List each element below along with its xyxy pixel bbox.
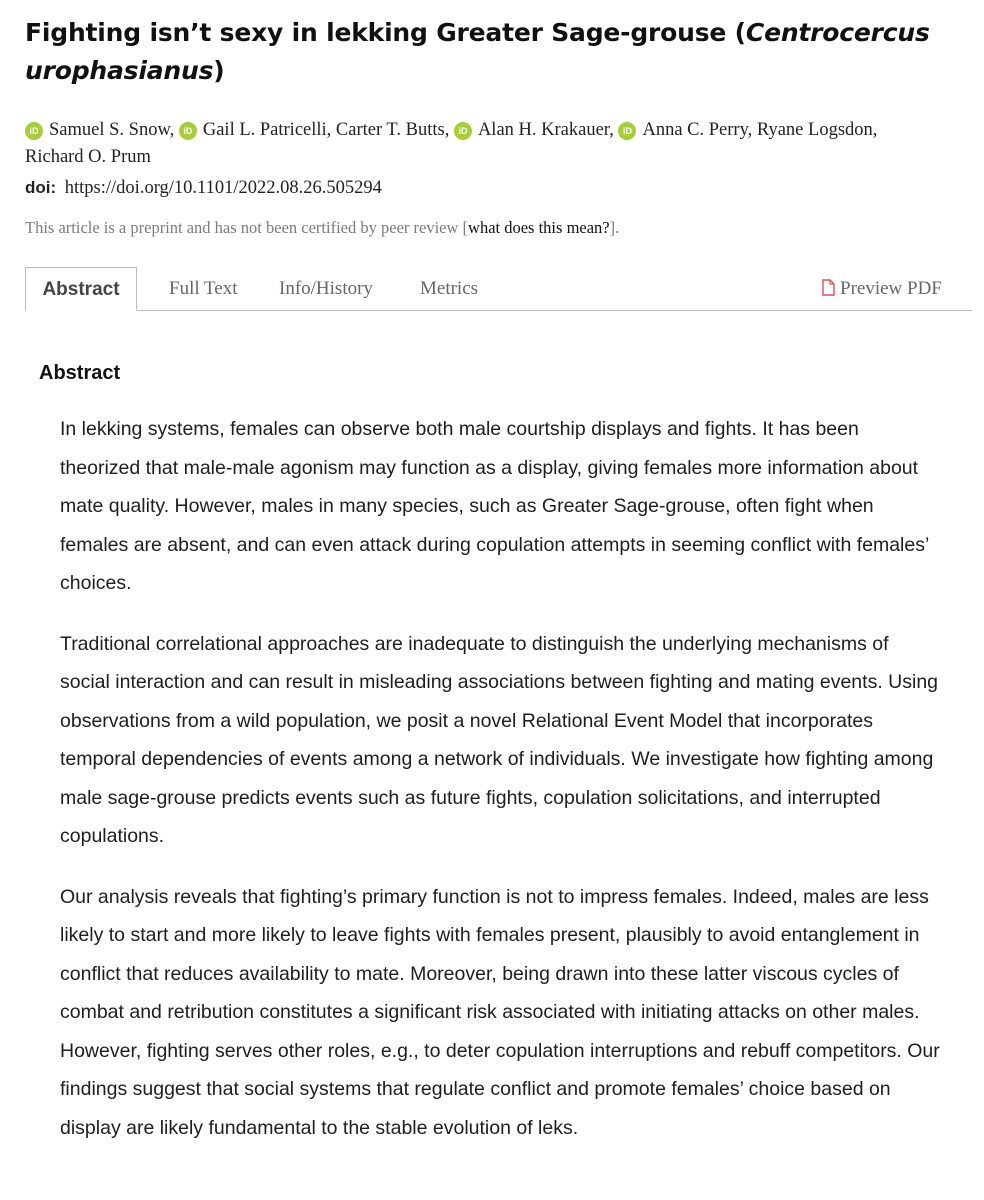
abstract-body: [60, 410, 940, 1169]
author-name-text: Anna C. Perry: [642, 120, 748, 140]
abstract-paragraph: Our analysis reveals that fighting’s primary function is not to impress females. Indeed, males are less likely to start and more likely to leave fights with females present, plausibly to avoid entanglement in conflict that reduces availability to mate. Moreover, being drawn into these latter viscous cycles of combat and retribution constitutes a significant risk associated with initiating attacks on other males. However, fighting serves other roles, e.g., to deter copulation interruptions and rebuff competitors. Our findings suggest that social systems that regulate conflict and promote females’ choice based on display are likely fundamental to the stable evolution of leks.: [60, 885, 940, 1139]
author-name[interactable]: [336, 120, 454, 140]
title-main: Fighting isn’t sexy in lekking Greater Sage-grouse (: [25, 18, 746, 47]
preprint-note-suffix: ].: [609, 218, 620, 237]
author-separator: ,: [444, 120, 454, 140]
author-name-text: Samuel S. Snow: [49, 120, 170, 140]
orcid-icon[interactable]: iD: [618, 122, 636, 140]
author-name-text: Gail L. Patricelli: [202, 120, 327, 140]
article-tabs: [25, 267, 972, 311]
author-name-text: Ryane Logsdon: [756, 120, 873, 140]
doi-line: [25, 178, 382, 199]
author-separator: ,: [169, 120, 179, 140]
orcid-icon[interactable]: iD: [179, 122, 197, 140]
title-species: Centrocercus urophasianus: [25, 18, 930, 85]
tab-abstract[interactable]: Abstract: [25, 267, 137, 311]
author-name-text: Richard O. Prum: [25, 147, 151, 167]
title-close: ): [213, 56, 225, 85]
what-does-this-mean-link[interactable]: what does this mean?: [468, 218, 610, 237]
author-separator: ,: [609, 120, 619, 140]
author-name[interactable]: [454, 120, 619, 140]
author-name[interactable]: [179, 120, 336, 140]
abstract-heading: Abstract: [39, 362, 121, 384]
tab-metrics[interactable]: Metrics: [420, 278, 479, 299]
author-name-text: Alan H. Krakauer: [477, 120, 610, 140]
tab-info-history[interactable]: Info/History: [279, 278, 373, 299]
orcid-icon[interactable]: iD: [454, 122, 472, 140]
tab-full-text[interactable]: Full Text: [169, 278, 238, 299]
author-name[interactable]: [757, 120, 878, 140]
doi-label: doi:: [25, 178, 57, 197]
author-separator: ,: [747, 120, 757, 140]
orcid-icon[interactable]: iD: [25, 122, 43, 140]
pdf-file-icon: [822, 269, 835, 312]
author-separator: ,: [326, 120, 336, 140]
article-title: [25, 14, 955, 90]
preview-pdf-link[interactable]: [822, 267, 942, 310]
abstract-paragraph: Traditional correlational approaches are inadequate to distinguish the underlying mechanisms of social interaction and can result in misleading associations between fighting and mating events. Using observations from a wild population, we posit a novel Relational Event Model that incorporates temporal dependencies of events among a network of individuals. We investigate how fighting among male sage-grouse predicts events such as future fights, copulation solicitations, and interrupted copulations.: [60, 632, 939, 847]
doi-link[interactable]: https://doi.org/10.1101/2022.08.26.505294: [64, 178, 382, 198]
preview-pdf-label: Preview PDF: [840, 278, 942, 299]
author-list: [25, 117, 965, 171]
author-name[interactable]: [25, 120, 179, 140]
preprint-note-prefix: This article is a preprint and has not been certified by peer review [: [25, 218, 469, 237]
author-name[interactable]: [618, 120, 756, 140]
abstract-paragraph: In lekking systems, females can observe both male courtship displays and fights. It has been theorized that male-male agonism may function as a display, giving females more information about mate quality. However, males in many species, such as Greater Sage-grouse, often fight when females are absent, and can even attack during copulation attempts in seeming conflict with females’ choices.: [60, 418, 929, 594]
preprint-notice: [25, 218, 619, 238]
author-name[interactable]: [25, 147, 151, 167]
author-separator: ,: [872, 120, 878, 140]
author-name-text: Carter T. Butts: [335, 120, 445, 140]
